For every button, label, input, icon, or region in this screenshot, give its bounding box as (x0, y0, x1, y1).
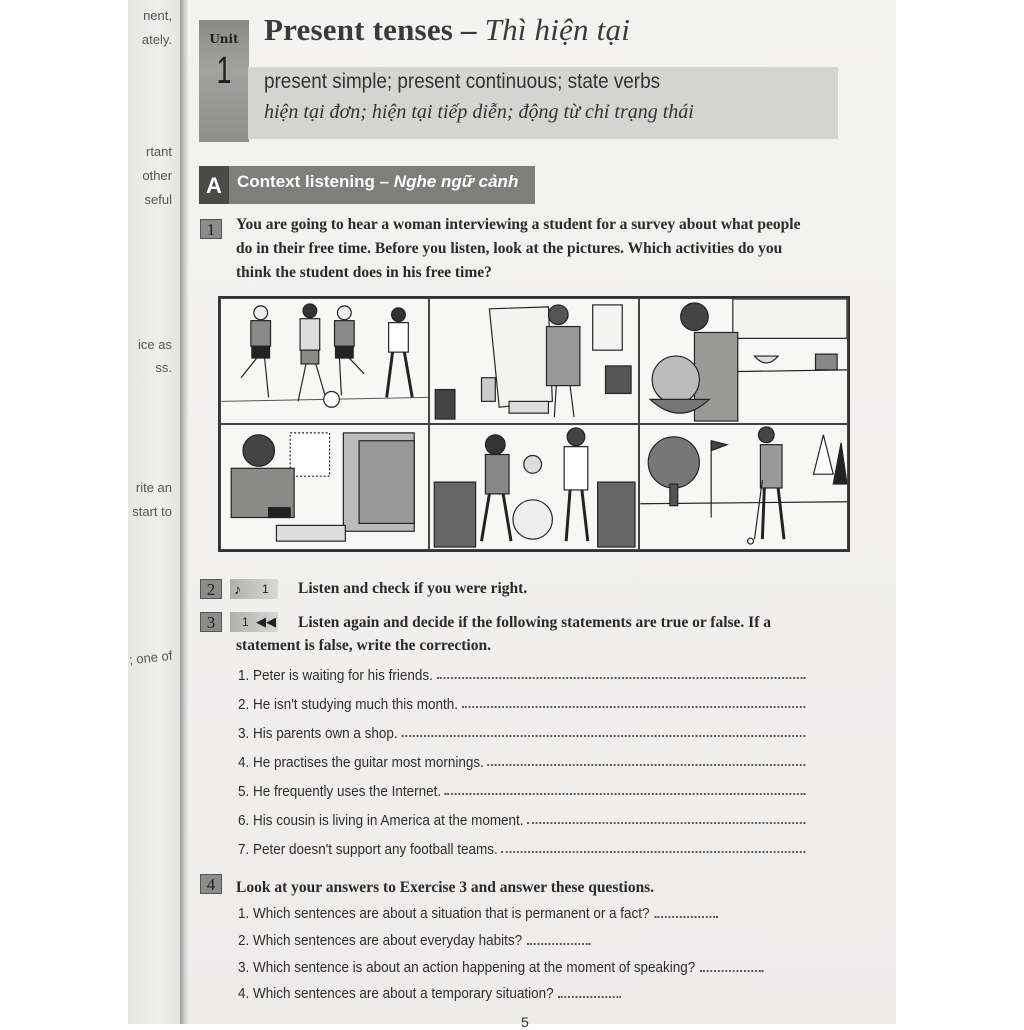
picture-painting (429, 298, 638, 424)
statement-item (238, 697, 805, 713)
answer-line[interactable] (501, 842, 805, 853)
track-number: 1 (262, 582, 269, 596)
rewind-icon: ◀◀ (256, 614, 276, 629)
instruction-line: think the student does in his free time? (236, 264, 492, 281)
picture-playing-football (220, 298, 429, 424)
statement-number: 4. (238, 755, 250, 771)
statement-item (238, 668, 805, 684)
answer-line[interactable] (527, 933, 590, 945)
headphones-icon: ♪ (234, 581, 241, 597)
question-text: Which sentence is about an action happening at the moment of speaking? (252, 960, 696, 976)
exercise-3-instruction-line2: statement is false, write the correction. (236, 637, 491, 654)
statement-item (238, 813, 805, 829)
page-number: 5 (521, 1014, 529, 1030)
statement-number: 7. (238, 842, 250, 858)
answer-line[interactable] (445, 784, 805, 795)
exercise-3-instruction-line1: Listen again and decide if the following statements are true or false. If a (298, 614, 771, 631)
book-gutter (180, 0, 188, 1024)
statement-text: He frequently uses the Internet. (252, 784, 442, 800)
statement-number: 3. (238, 726, 250, 742)
question-item (238, 906, 717, 922)
question-number: 3. (238, 960, 250, 976)
statement-item (238, 784, 805, 800)
workbook-page (188, 0, 896, 1030)
statement-item (238, 726, 805, 742)
prev-page-fragment: ice as (138, 337, 172, 352)
statement-number: 1. (238, 668, 250, 684)
exercise-number-badge: 4 (200, 874, 222, 894)
question-item (238, 986, 621, 1002)
previous-page-edge (128, 0, 180, 1024)
prev-page-fragment: ; one of (128, 647, 173, 668)
exercise-number-badge: 1 (200, 219, 222, 239)
picture-band (429, 424, 638, 550)
question-number: 1. (238, 906, 250, 922)
prev-page-fragment: ss. (155, 360, 172, 375)
exercise-number-badge: 3 (200, 612, 222, 632)
question-text: Which sentences are about a temporary situation? (252, 986, 554, 1002)
prev-page-fragment: other (142, 168, 172, 183)
cooking-illustration (640, 299, 847, 423)
section-title-vi: Nghe ngữ cảnh (393, 172, 519, 191)
section-title (237, 172, 518, 192)
prev-page-fragment: rite an (135, 480, 172, 495)
statement-text: Peter doesn't support any football teams. (252, 842, 498, 858)
section-letter: A (199, 166, 229, 204)
instruction-line: You are going to hear a woman interviewing a student for a survey about what people (236, 216, 801, 233)
question-item (238, 960, 763, 976)
statement-item (238, 755, 805, 771)
activity-pictures-grid (218, 296, 850, 552)
answer-line[interactable] (437, 668, 806, 679)
answer-line[interactable] (488, 755, 806, 766)
prev-page-fragment: seful (144, 192, 172, 207)
picture-golf (639, 424, 848, 550)
unit-badge (199, 20, 249, 142)
answer-line[interactable] (700, 960, 763, 972)
exercise-4-instruction: Look at your answers to Exercise 3 and answer these questions. (236, 879, 655, 896)
video-games-illustration (221, 425, 428, 549)
football-illustration (221, 299, 428, 423)
unit-label: Unit (209, 32, 239, 46)
statement-number: 2. (238, 697, 250, 713)
answer-line[interactable] (527, 813, 805, 824)
audio-track-tag[interactable] (230, 612, 278, 632)
unit-topics-en: present simple; present continuous; state verbs (264, 70, 661, 93)
statement-text: Peter is waiting for his friends. (252, 668, 433, 684)
answer-line[interactable] (462, 697, 806, 708)
answer-line[interactable] (401, 726, 805, 737)
unit-topics-vi: hiện tại đơn; hiện tại tiếp diễn; động từ chỉ trạng thái (264, 101, 694, 123)
question-number: 4. (238, 986, 250, 1002)
statement-item (238, 842, 805, 858)
background (896, 0, 1024, 1024)
answer-line[interactable] (654, 906, 717, 918)
unit-number: 1 (216, 50, 232, 92)
prev-page-fragment: start to (132, 504, 172, 519)
statement-number: 5. (238, 784, 250, 800)
statement-text: His parents own a shop. (252, 726, 398, 742)
statement-text: He practises the guitar most mornings. (252, 755, 484, 771)
question-text: Which sentences are about everyday habits? (252, 933, 523, 949)
answer-line[interactable] (558, 986, 621, 998)
track-number: 1 (242, 615, 249, 629)
prev-page-fragment: ately. (141, 32, 172, 47)
audio-track-tag[interactable] (230, 579, 278, 599)
band-illustration (430, 425, 637, 549)
statement-text: He isn't studying much this month. (252, 697, 458, 713)
instruction-line: do in their free time. Before you listen, look at the pictures. Which activities do you (236, 240, 783, 257)
unit-title (264, 12, 630, 48)
unit-title-en: Present tenses – (264, 12, 485, 47)
golf-illustration (640, 425, 847, 549)
painting-illustration (430, 299, 637, 423)
exercise-number-badge: 2 (200, 579, 222, 599)
section-title-en: Context listening – (237, 172, 394, 191)
picture-video-games (220, 424, 429, 550)
question-number: 2. (238, 933, 250, 949)
prev-page-fragment: nent, (143, 8, 172, 23)
exercise-2-instruction: Listen and check if you were right. (298, 580, 528, 597)
question-item (238, 933, 590, 949)
statement-text: His cousin is living in America at the moment. (252, 813, 524, 829)
prev-page-fragment: rtant (145, 144, 172, 159)
exercise-1-instruction (236, 213, 856, 285)
statement-number: 6. (238, 813, 250, 829)
unit-title-vi: Thì hiện tại (484, 12, 631, 47)
section-header (199, 166, 535, 204)
question-text: Which sentences are about a situation that is permanent or a fact? (252, 906, 650, 922)
picture-cooking (639, 298, 848, 424)
